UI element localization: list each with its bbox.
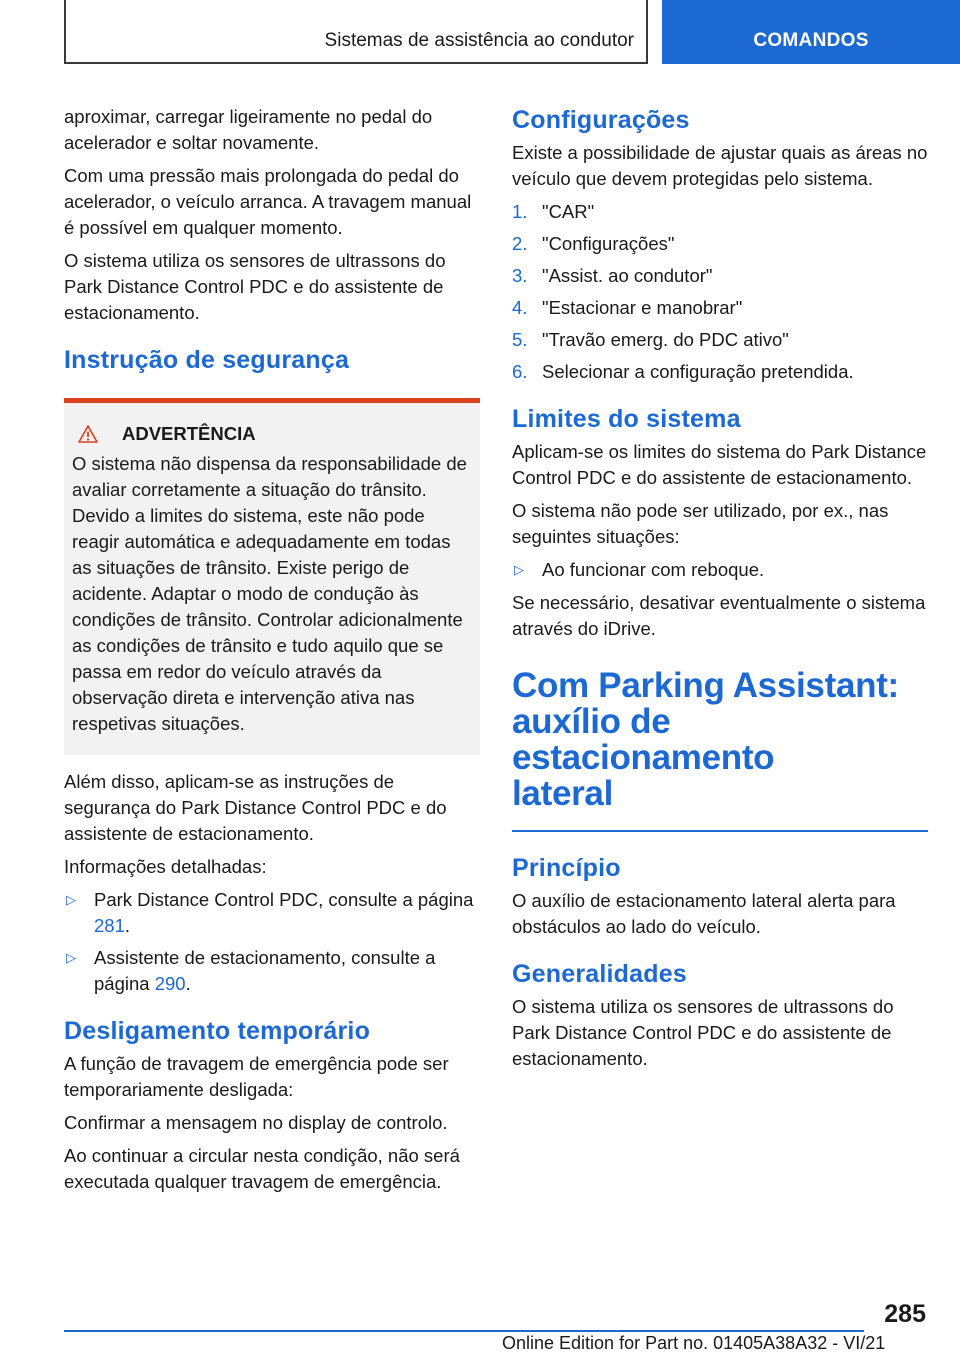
list-item-punct: . [185,973,191,994]
paragraph: Informações detalhadas: [64,856,267,877]
step-text: "Configurações" [542,233,675,254]
paragraph: Se necessário, desativar eventualmente o sistema através do iDrive. [512,592,926,639]
heading-safety: Instrução de segurança [64,346,350,374]
step-item [512,327,928,353]
chapter-heading [512,668,928,812]
list-item-text: Ao funcionar com reboque. [542,559,765,580]
left-column [64,104,480,1202]
warning-text: O sistema não dispensa da responsabilidade de avaliar corretamente a situação do trânsito. Devido a limites do sistema, este não pode reagir automática e adequadamente em todas as situações de trânsito. Existe perigo de acidente. Adaptar o modo de condução às condições de trânsito. Controlar adicionalmente as condições de trânsito e tudo aquilo que se passa em redor do veículo através da observação direta e intervenção ativa nas respetivas situações. [72,453,467,734]
warning-header [72,423,472,445]
paragraph: Além disso, aplicam-se as instruções de segurança do Park Distance Control PDC e do assistente de estacionamento. [64,771,447,844]
heading-system-limits: Limites do sistema [512,405,741,433]
paragraph: Com uma pressão mais prolongada do pedal do acelerador, o veículo arranca. A travagem manual é possível em qualquer momento. [64,165,472,238]
triangle-bullet-icon: ▷ [66,892,76,907]
step-text: "Assist. ao condutor" [542,265,713,286]
warning-title: ADVERTÊNCIA [122,423,256,444]
limits-list [512,557,928,583]
chapter-heading-line: lateral [512,774,614,813]
list-item [512,557,928,583]
step-text: "Travão emerg. do PDC ativo" [542,329,789,350]
settings-steps-list [512,199,928,385]
step-item [512,263,928,289]
header-chapter-label: COMANDOS [753,30,869,51]
step-number: 1. [512,201,528,222]
page-link-281[interactable]: 281 [94,915,125,936]
chapter-heading-line: Com Parking Assistant: [512,666,899,705]
heading-general: Generalidades [512,959,687,988]
paragraph: A função de travagem de emergência pode ser temporariamente desligada: [64,1053,449,1100]
step-item [512,359,928,385]
chapter-heading-line: auxílio de estacionamento [512,702,775,777]
step-text: "CAR" [542,201,595,222]
paragraph: O sistema não pode ser utilizado, por ex., nas seguintes situações: [512,500,889,547]
right-column [512,104,928,1079]
chapter-divider [512,830,928,832]
header-section-title: Sistemas de assistência ao condutor [324,30,634,51]
warning-triangle-icon [78,423,110,445]
step-text: "Estacionar e manobrar" [542,297,743,318]
heading-settings: Configurações [512,106,690,134]
paragraph: O sistema utiliza os sensores de ultrassons do Park Distance Control PDC e do assistente de estacionamento. [512,995,894,1069]
step-number: 2. [512,233,528,254]
footer-divider [64,1330,864,1332]
step-number: 3. [512,265,528,286]
triangle-bullet-icon: ▷ [514,562,524,577]
step-item [512,231,928,257]
paragraph: O auxílio de estacionamento lateral alerta para obstáculos ao lado do veículo. [512,889,896,937]
step-number: 5. [512,329,528,350]
step-text: Selecionar a configuração pretendida. [542,361,854,382]
paragraph: Existe a possibilidade de ajustar quais as áreas no veículo que devem protegidas pelo sistema. [512,142,928,189]
list-item [64,945,480,997]
paragraph: Aplicam-se os limites do sistema do Park Distance Control PDC e do assistente de estacionamento. [512,441,927,488]
footer-edition: Online Edition for Part no. 01405A38A32 - VI/21 [502,1333,886,1353]
detail-links-list [64,887,480,997]
paragraph: O sistema utiliza os sensores de ultrassons do Park Distance Control PDC e do assistente de estacionamento. [64,250,446,323]
list-item-text: Assistente de estacionamento, consulte a página [94,947,436,994]
step-item [512,199,928,225]
page-link-290[interactable]: 290 [154,973,186,994]
heading-temporary-off: Desligamento temporário [64,1017,371,1045]
header-chapter-tab [662,0,960,64]
list-item [64,887,480,939]
header-section-box [64,0,648,64]
heading-principle: Princípio [512,853,621,882]
paragraph: Ao continuar a circular nesta condição, não será executada qualquer travagem de emergência. [64,1145,460,1192]
list-item-punct: . [124,915,131,936]
list-item-text: Park Distance Control PDC, consulte a página [94,889,474,910]
paragraph: aproximar, carregar ligeiramente no pedal do acelerador e soltar novamente. [64,106,433,153]
step-item [512,295,928,321]
step-number: 4. [512,297,528,318]
triangle-bullet-icon: ▷ [66,950,76,965]
page-number: 285 [884,1300,926,1328]
warning-box [64,398,480,755]
step-number: 6. [512,361,528,382]
paragraph: Confirmar a mensagem no display de controlo. [64,1112,448,1133]
